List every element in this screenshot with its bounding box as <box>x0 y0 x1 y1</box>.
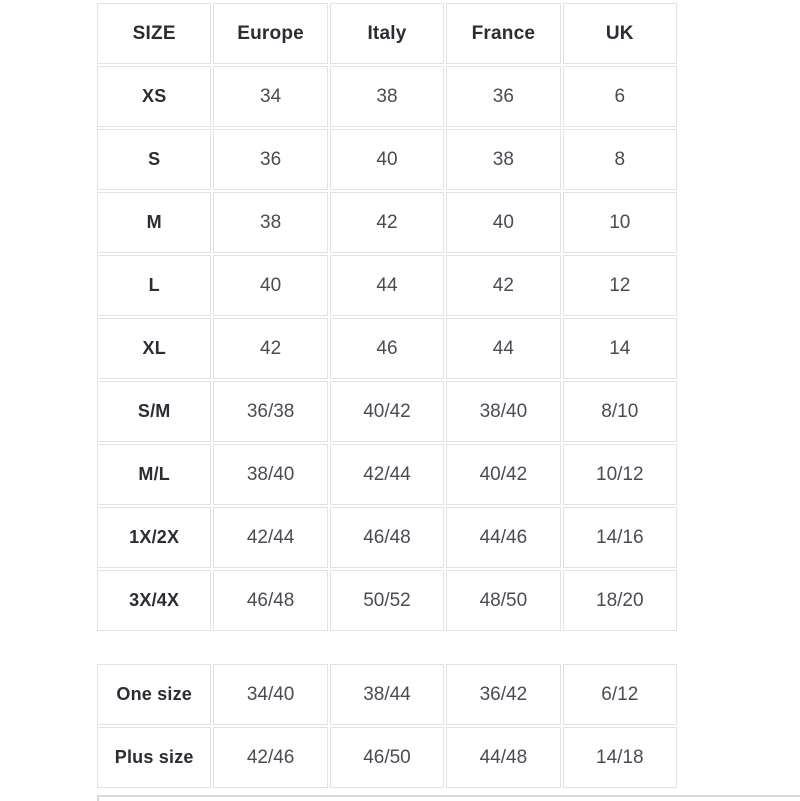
row-label: XS <box>97 66 211 127</box>
table-cell: 42/46 <box>213 727 327 788</box>
table-cell: 38/40 <box>213 444 327 505</box>
row-label: M/L <box>97 444 211 505</box>
table-cell: 44 <box>446 318 560 379</box>
table-cell: 38/44 <box>330 664 444 725</box>
table-cell: 6 <box>563 66 677 127</box>
column-header-uk: UK <box>563 3 677 64</box>
row-label: L <box>97 255 211 316</box>
row-label: S/M <box>97 381 211 442</box>
table-cell: 36 <box>446 66 560 127</box>
table-cell: 38 <box>446 129 560 190</box>
table-cell: 14 <box>563 318 677 379</box>
table-cell: 44/48 <box>446 727 560 788</box>
table-cell: 42 <box>330 192 444 253</box>
table-cell: 42/44 <box>213 507 327 568</box>
table-cell: 8 <box>563 129 677 190</box>
table-cell: 44 <box>330 255 444 316</box>
row-label: One size <box>97 664 211 725</box>
table-cell: 38/40 <box>446 381 560 442</box>
table-cell: 42 <box>213 318 327 379</box>
column-header-italy: Italy <box>330 3 444 64</box>
table-row-xs <box>97 66 677 127</box>
table-cell: 46 <box>330 318 444 379</box>
table-cell: 40/42 <box>330 381 444 442</box>
one-size-plus-size-table <box>95 662 679 790</box>
table-row-1x2x <box>97 507 677 568</box>
table-cell: 42 <box>446 255 560 316</box>
size-conversion-table <box>95 1 679 633</box>
table-cell: 38 <box>330 66 444 127</box>
table-cell: 14/16 <box>563 507 677 568</box>
table-row-one-size <box>97 664 677 725</box>
row-label: S <box>97 129 211 190</box>
table-cell: 10/12 <box>563 444 677 505</box>
table-row-ml <box>97 444 677 505</box>
table-cell: 46/48 <box>330 507 444 568</box>
table-cell: 36/38 <box>213 381 327 442</box>
table-cell: 42/44 <box>330 444 444 505</box>
table-cell: 46/48 <box>213 570 327 631</box>
row-label: M <box>97 192 211 253</box>
column-header-size: SIZE <box>97 3 211 64</box>
table-row-3x4x <box>97 570 677 631</box>
table-cell: 38 <box>213 192 327 253</box>
table-cell: 36 <box>213 129 327 190</box>
table-cell: 10 <box>563 192 677 253</box>
table-cell: 40 <box>330 129 444 190</box>
header-row <box>97 3 677 64</box>
table-cell: 40/42 <box>446 444 560 505</box>
table-cell: 18/20 <box>563 570 677 631</box>
column-header-france: France <box>446 3 560 64</box>
table-row-s <box>97 129 677 190</box>
table-cell: 12 <box>563 255 677 316</box>
table-row-plus-size <box>97 727 677 788</box>
table-row-xl <box>97 318 677 379</box>
table-cell: 34 <box>213 66 327 127</box>
table-row-sm <box>97 381 677 442</box>
row-label: Plus size <box>97 727 211 788</box>
table-cell: 44/46 <box>446 507 560 568</box>
row-label: 3X/4X <box>97 570 211 631</box>
table-cell: 34/40 <box>213 664 327 725</box>
table-row-l <box>97 255 677 316</box>
column-header-europe: Europe <box>213 3 327 64</box>
table-cell: 36/42 <box>446 664 560 725</box>
table-cell: 40 <box>446 192 560 253</box>
table-cell: 46/50 <box>330 727 444 788</box>
table-cell: 40 <box>213 255 327 316</box>
table-cell: 50/52 <box>330 570 444 631</box>
next-section-divider <box>97 795 800 801</box>
table-cell: 6/12 <box>563 664 677 725</box>
row-label: 1X/2X <box>97 507 211 568</box>
table-cell: 14/18 <box>563 727 677 788</box>
table-row-m <box>97 192 677 253</box>
row-label: XL <box>97 318 211 379</box>
table-cell: 8/10 <box>563 381 677 442</box>
table-cell: 48/50 <box>446 570 560 631</box>
